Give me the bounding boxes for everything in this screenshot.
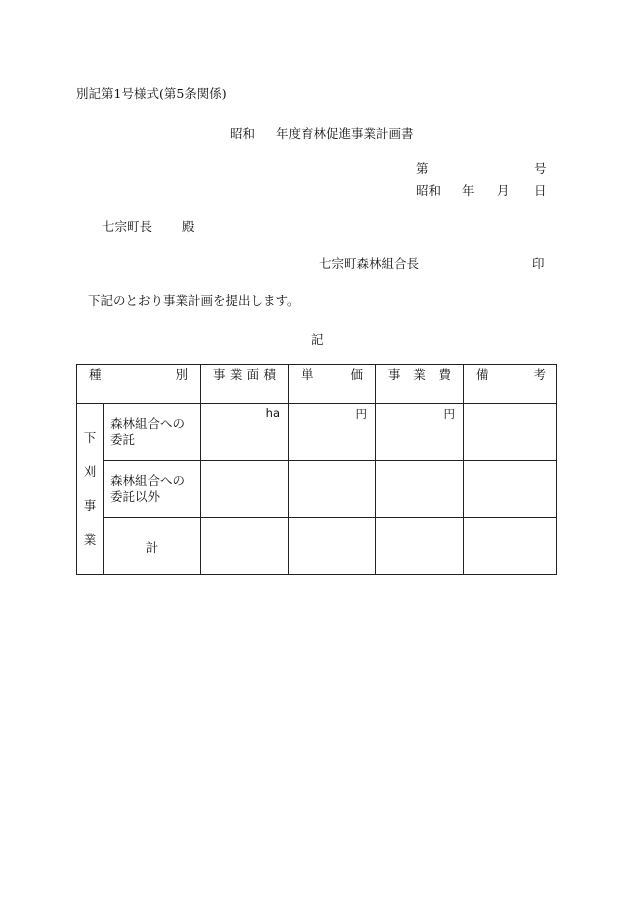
addressee-name: 七宗町長 (102, 219, 153, 234)
form-number: 別記第1号様式(第5条関係) (76, 86, 227, 101)
table-row (77, 404, 557, 461)
group-label: 下 刈 事 業 (77, 404, 104, 575)
header-area: 事 業 面 積 (201, 365, 289, 404)
row-label-commissioned: 森林組合への委託 (104, 404, 201, 461)
cell-cost-commissioned[interactable]: 円 (376, 404, 464, 461)
addressee (102, 217, 195, 235)
date-era: 昭和 (416, 183, 442, 198)
cell-remarks-total[interactable] (464, 518, 557, 575)
seal-mark: 印 (532, 256, 545, 271)
row-label-total: 計 (104, 518, 201, 575)
cell-area-commissioned[interactable]: ha (201, 404, 289, 461)
cell-remarks-other[interactable] (464, 461, 557, 518)
row-label-other: 森林組合への委託以外 (104, 461, 201, 518)
cell-area-total[interactable] (201, 518, 289, 575)
applicant: 七宗町森林組合長 (319, 256, 420, 271)
cell-cost-total[interactable] (376, 518, 464, 575)
intro-text: 下記のとおり事業計画を提出します。 (88, 293, 300, 308)
table-row (77, 461, 557, 518)
date-year: 年 (462, 183, 475, 198)
date-day: 日 (534, 183, 547, 198)
table-row (77, 518, 557, 575)
cell-price-other[interactable] (289, 461, 376, 518)
cell-price-total[interactable] (289, 518, 376, 575)
header-type: 種 別 (77, 365, 201, 404)
plan-table (76, 364, 557, 575)
title-text: 年度育林促進事業計画書 (276, 126, 414, 141)
cell-price-commissioned[interactable]: 円 (289, 404, 376, 461)
date-month: 月 (497, 183, 510, 198)
addressee-honorific: 殿 (182, 219, 195, 234)
ki-heading: 記 (311, 332, 324, 347)
title-era: 昭和 (230, 126, 256, 141)
number-suffix: 号 (534, 161, 547, 176)
header-unit-price: 単 価 (289, 365, 376, 404)
cell-cost-other[interactable] (376, 461, 464, 518)
header-cost: 事 業 費 (376, 365, 464, 404)
header-remarks: 備 考 (464, 365, 557, 404)
number-prefix: 第 (416, 161, 429, 176)
cell-area-other[interactable] (201, 461, 289, 518)
cell-remarks-commissioned[interactable] (464, 404, 557, 461)
header-row (77, 365, 557, 404)
document-title (230, 124, 414, 142)
